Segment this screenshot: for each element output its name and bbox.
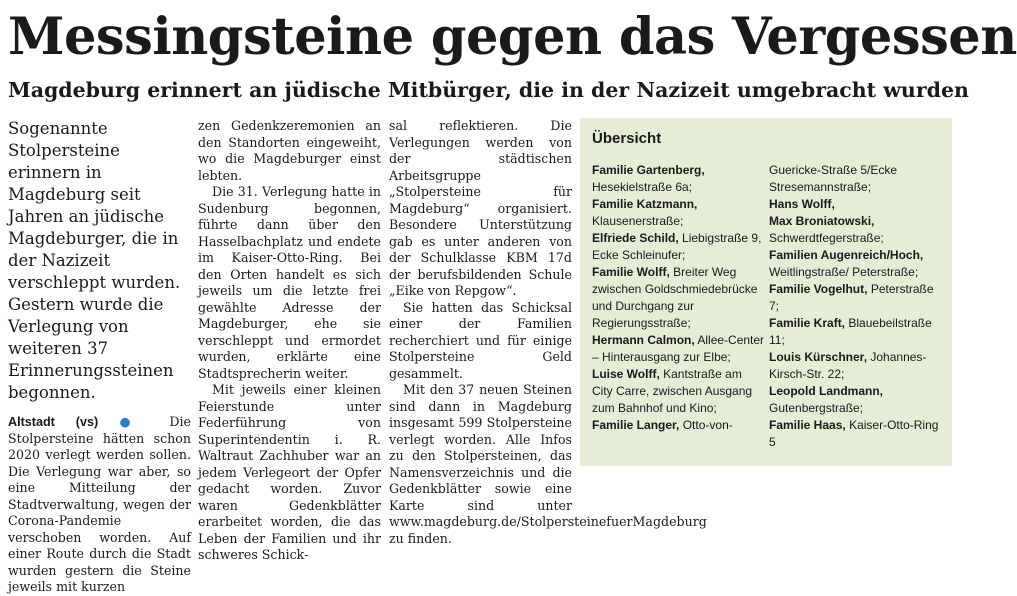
- col1-text: Die Stolpersteine hätten schon 2020 verlegt werden sollen. Die Verlegung war aber, so eine Mitteilung der Stadtverwaltung, wegen der Corona-Pandemie verschoben worden. Auf einer Route durch die Stadt wurden gestern die Steine jeweils mit kurzen: [8, 414, 191, 594]
- overview-entry: [769, 417, 942, 451]
- entry-name: Hans Wolff,: [769, 197, 835, 211]
- overview-entry: [769, 247, 942, 281]
- entry-name: Leopold Landmann,: [769, 384, 883, 398]
- overview-entry: [592, 417, 765, 434]
- col3-paragraph-3: Mit den 37 neuen Steinen sind dann in Magdeburg insgesamt 599 Stolpersteine verlegt worden. Alle Infos zu den Stolpersteinen, das Namensverzeichnis und die Gedenkblätter sowie eine Karte sind unter www.magdeburg.de/StolpersteinefuerMagdeburg zu finden.: [389, 382, 707, 546]
- overview-entry: [592, 196, 765, 230]
- entry-name: Familie Vogelhut,: [769, 282, 868, 296]
- body-paragraph-1: [8, 414, 191, 596]
- overview-entry: [769, 315, 942, 349]
- entry-name: Elfriede Schild,: [592, 231, 679, 245]
- entry-name: Louis Kürschner,: [769, 350, 868, 364]
- overview-entry: [592, 162, 765, 196]
- lead-paragraph: [8, 118, 191, 404]
- overview-columns: [592, 162, 942, 451]
- entry-name: Familie Langer,: [592, 418, 680, 432]
- article-column-1: [8, 118, 191, 594]
- entry-address: Breiter Weg zwischen Goldschmiedebrücke und Durchgang zur Regierungsstraße;: [592, 265, 758, 330]
- entry-name: Familie Gartenberg,: [592, 163, 705, 177]
- overview-title: Übersicht: [592, 130, 662, 147]
- dateline: Altstadt (vs): [8, 415, 99, 429]
- overview-entry: [592, 366, 765, 417]
- overview-entry: [769, 281, 942, 315]
- col2-paragraph-3: Mit jeweils einer kleinen Feierstunde unter Federführung von Superintendentin i. R. Waltraut Zachhuber war an jedem Verlegeort der Opfer gedacht worden. Zuvor waren Gedenkblätter erarbeitet worden, die das Leben der Familien und ihr schweres Schick-: [198, 382, 381, 562]
- entry-address: Klausenerstraße;: [592, 214, 684, 228]
- entry-name: Luise Wolff,: [592, 367, 660, 381]
- headline: Messingsteine gegen das Vergessen: [8, 7, 1017, 67]
- entry-name: Familien Augenreich/Hoch,: [769, 248, 924, 262]
- entry-address: Liebigstraße 9, Ecke Schleinufer;: [592, 231, 762, 262]
- entry-name: Familie Katzmann,: [592, 197, 698, 211]
- overview-entry: [592, 264, 765, 332]
- entry-name: Familie Haas,: [769, 418, 846, 432]
- entry-address: Gutenbergstraße;: [769, 401, 864, 415]
- overview-entry: [769, 196, 942, 213]
- article-column-2: [198, 118, 381, 562]
- body-text-1: [8, 414, 191, 596]
- overview-entry: [592, 332, 765, 366]
- subheadline: Magdeburg erinnert an jüdische Mitbürger, die in der Nazizeit umgebracht wurden: [8, 78, 969, 102]
- entry-address: Kantstraße am City Carre, zwischen Ausgang zum Bahnhof und Kino;: [592, 367, 753, 415]
- entry-address: Blauebeilstraße 11;: [769, 316, 932, 347]
- overview-entry: [769, 162, 942, 196]
- overview-entry: [769, 349, 942, 383]
- entry-address: Peterstraße 7;: [769, 282, 934, 313]
- entry-address: Johannes-Kirsch-Str. 22;: [769, 350, 927, 381]
- bullet-dot-icon: ●: [119, 414, 148, 429]
- entry-address: Otto-von-: [682, 418, 733, 432]
- col3-paragraph-2: Sie hatten das Schicksal einer der Familien recherchiert und für einige Stolpersteine Geld gesammelt.: [389, 299, 572, 381]
- col2-paragraph-2: Die 31. Verlegung hatte in Sudenburg begonnen, führte dann über den Hasselbachplatz und endete im Kaiser-Otto-Ring. Bei den Orten handelt es sich jeweils um die letzte frei gewählte Adresse der Magdeburger, ehe sie verschleppt und ermordet wurden, erklärte eine Stadtsprecherin weiter.: [198, 184, 381, 381]
- entry-name: Familie Kraft,: [769, 316, 846, 330]
- overview-entry: [769, 213, 942, 247]
- entry-name: Max Broniatowski,: [769, 214, 875, 228]
- entry-address: Guericke-Straße 5/Ecke Stresemannstraße;: [769, 163, 898, 194]
- overview-box: [580, 118, 952, 466]
- entry-address: Weitlingstraße/ Peterstraße;: [769, 265, 919, 279]
- lead-text: Sogenannte Stolpersteine erinnern in Magdeburg seit Jahren an jüdische Magdeburger, die in der Nazizeit verschleppt wurden. Gestern wurde die Verlegung von weiteren 37 Erinnerungssteinen begonnen.: [8, 119, 181, 402]
- entry-name: Familie Wolff,: [592, 265, 670, 279]
- overview-column-left: [592, 162, 765, 451]
- col3-paragraph-1: sal reflektieren. Die Verlegungen werden von der städtischen Arbeitsgruppe „Stolpersteine für Magdeburg“ organisiert. Besondere Unterstützung gab es unter anderen von der Schulklasse KBM 17d der berufsbildenden Schule „Eike von Repgow“.: [389, 118, 572, 298]
- entry-address: Allee-Center – Hinterausgang zur Elbe;: [592, 333, 765, 364]
- entry-name: Hermann Calmon,: [592, 333, 695, 347]
- entry-address: Kaiser-Otto-Ring 5: [769, 418, 939, 449]
- col2-paragraph-1: zen Gedenkzeremonien an den Standorten eingeweiht, wo die Magdeburger einst lebten.: [198, 118, 381, 183]
- entry-address: Schwerdtfegerstraße;: [769, 231, 884, 245]
- overview-entry: [592, 230, 765, 264]
- overview-column-right: [769, 162, 942, 451]
- overview-entry: [769, 383, 942, 417]
- entry-address: Hesekielstraße 6a;: [592, 180, 693, 194]
